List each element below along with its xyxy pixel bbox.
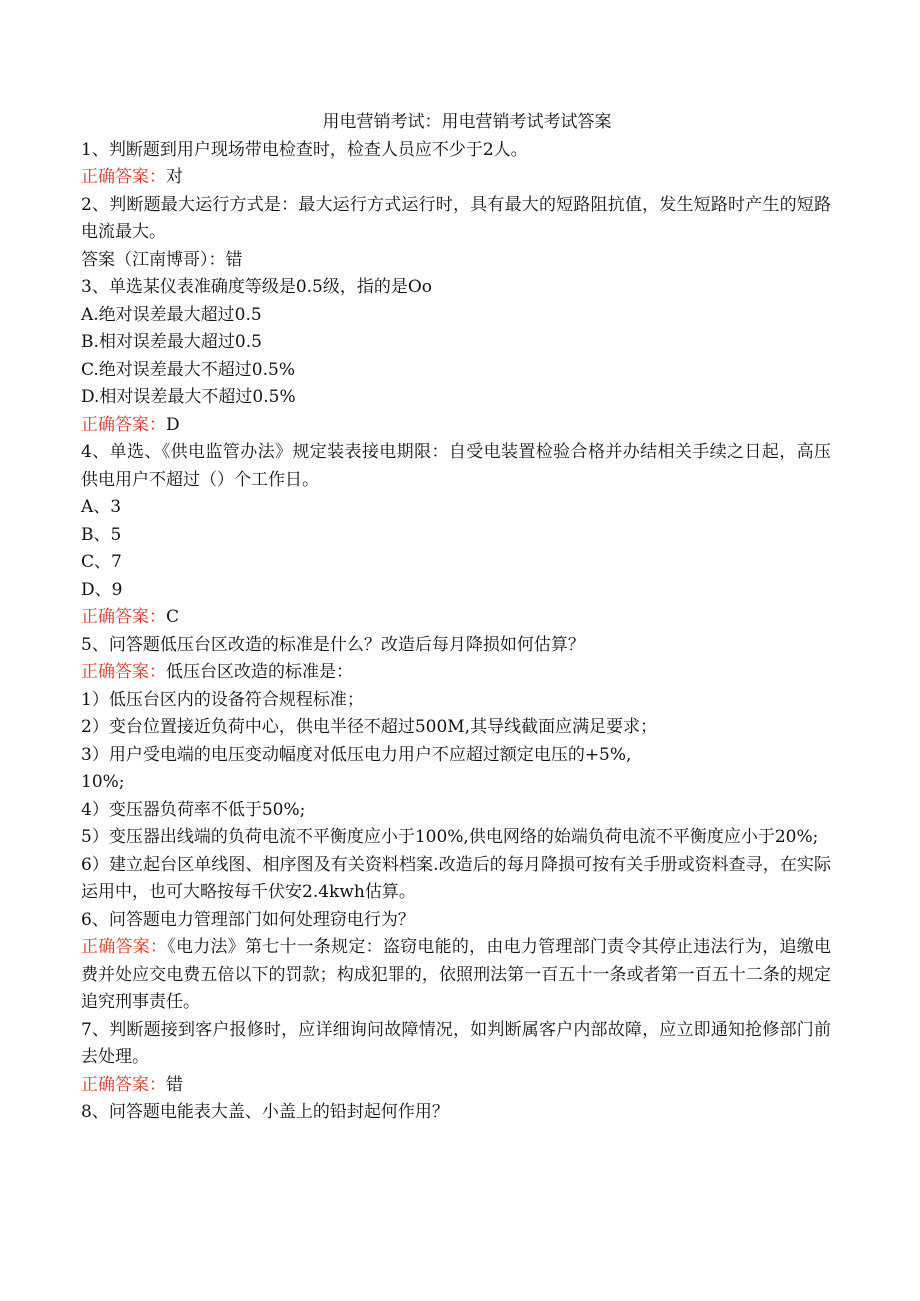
answer-3 — [81, 412, 831, 440]
question-5: 5、问答题低压台区改造的标准是什么？改造后每月降损如何估算？ — [81, 634, 585, 655]
answer-6 — [81, 934, 831, 1017]
question-2: 2、判断题最大运行方式是：最大运行方式运行时，具有最大的短路阻抗值，发生短路时产生的短路电流最大。 — [81, 194, 831, 242]
answer-label: 正确答案： — [81, 167, 166, 187]
option-3b: B.相对误差最大超过0.5 — [81, 332, 262, 352]
answer-value: D — [166, 414, 180, 435]
answer-label: 正确答案： — [81, 414, 166, 435]
answer-5 — [81, 659, 831, 687]
answer-5-point-5: 5）变压器出线端的负荷电流不平衡度应小于100%,供电网络的始端负荷电流不平衡度应小于20%; — [81, 827, 819, 847]
answer-7 — [81, 1072, 831, 1100]
question-8: 8、问答题电能表大盖、小盖上的铅封起何作用？ — [81, 1102, 449, 1122]
answer-label: 正确答案： — [81, 607, 166, 627]
question-3: 3、单选某仪表准确度等级是0.5级，指的是Oo — [81, 277, 433, 297]
question-6: 6、问答题电力管理部门如何处理窃电行为？ — [81, 909, 415, 930]
answer-5-point-4: 4）变压器负荷率不低于50%; — [81, 799, 306, 820]
question-1: 1、判断题到用户现场带电检查时，检查人员应不少于2人。 — [81, 139, 528, 160]
option-4b: B、5 — [81, 524, 122, 545]
answer-label: 正确答案： — [81, 937, 168, 957]
answer-label: 正确答案： — [81, 662, 166, 682]
answer-value: 《电力法》第七十一条规定：盗窃电能的，由电力管理部门责令其停止违法行为，追缴电费并处应交电费五倍以下的罚款；构成犯罪的，依照刑法第一百五十一条或者第一百五十二条的规定追究刑事责任。 — [81, 937, 832, 1012]
answer-label: 正确答案： — [81, 1074, 166, 1095]
answer-5-point-2: 2）变台位置接近负荷中心，供电半径不超过500M,其导线截面应满足要求； — [81, 717, 658, 737]
option-4c: C、7 — [81, 552, 122, 572]
option-3d: D.相对误差最大不超过0.5% — [81, 387, 296, 407]
answer-5-point-6: 6）建立起台区单线图、相序图及有关资料档案.改造后的每月降损可按有关手册或资料查寻，在实际运用中，也可大略按每千伏安2.4kwh估算。 — [81, 854, 831, 902]
answer-value: 错 — [166, 1074, 183, 1095]
answer-value: 对 — [166, 167, 183, 187]
option-4d: D、9 — [81, 579, 123, 600]
answer-value: C — [166, 607, 180, 627]
answer-1 — [81, 164, 831, 192]
document-page — [81, 109, 831, 1127]
question-7: 7、判断题接到客户报修时，应详细询问故障情况，如判断属客户内部故障，应立即通知抢修部门前去处理。 — [81, 1019, 831, 1067]
answer-4 — [81, 604, 831, 632]
option-3c: C.绝对误差最大不超过0.5% — [81, 359, 295, 380]
question-4: 4、单选、《供电监管办法》规定装表接电期限：自受电装置检验合格并办结相关手续之日起，高压供电用户不超过（）个工作日。 — [81, 442, 831, 490]
answer-5-point-3-cont: 10%; — [81, 772, 125, 792]
answer-5-point-1: 1）低压台区内的设备符合规程标准； — [81, 689, 364, 710]
answer-value: 低压台区改造的标准是： — [166, 662, 353, 682]
answer-5-point-3: 3）用户受电端的电压变动幅度对低压电力用户不应超过额定电压的+5%, — [81, 744, 632, 765]
page-title: 用电营销考试：用电营销考试考试答案 — [322, 112, 612, 132]
option-4a: A、3 — [81, 497, 122, 517]
answer-2: 答案（江南博哥）：错 — [81, 249, 243, 270]
option-3a: A.绝对误差最大超过0.5 — [81, 304, 262, 325]
